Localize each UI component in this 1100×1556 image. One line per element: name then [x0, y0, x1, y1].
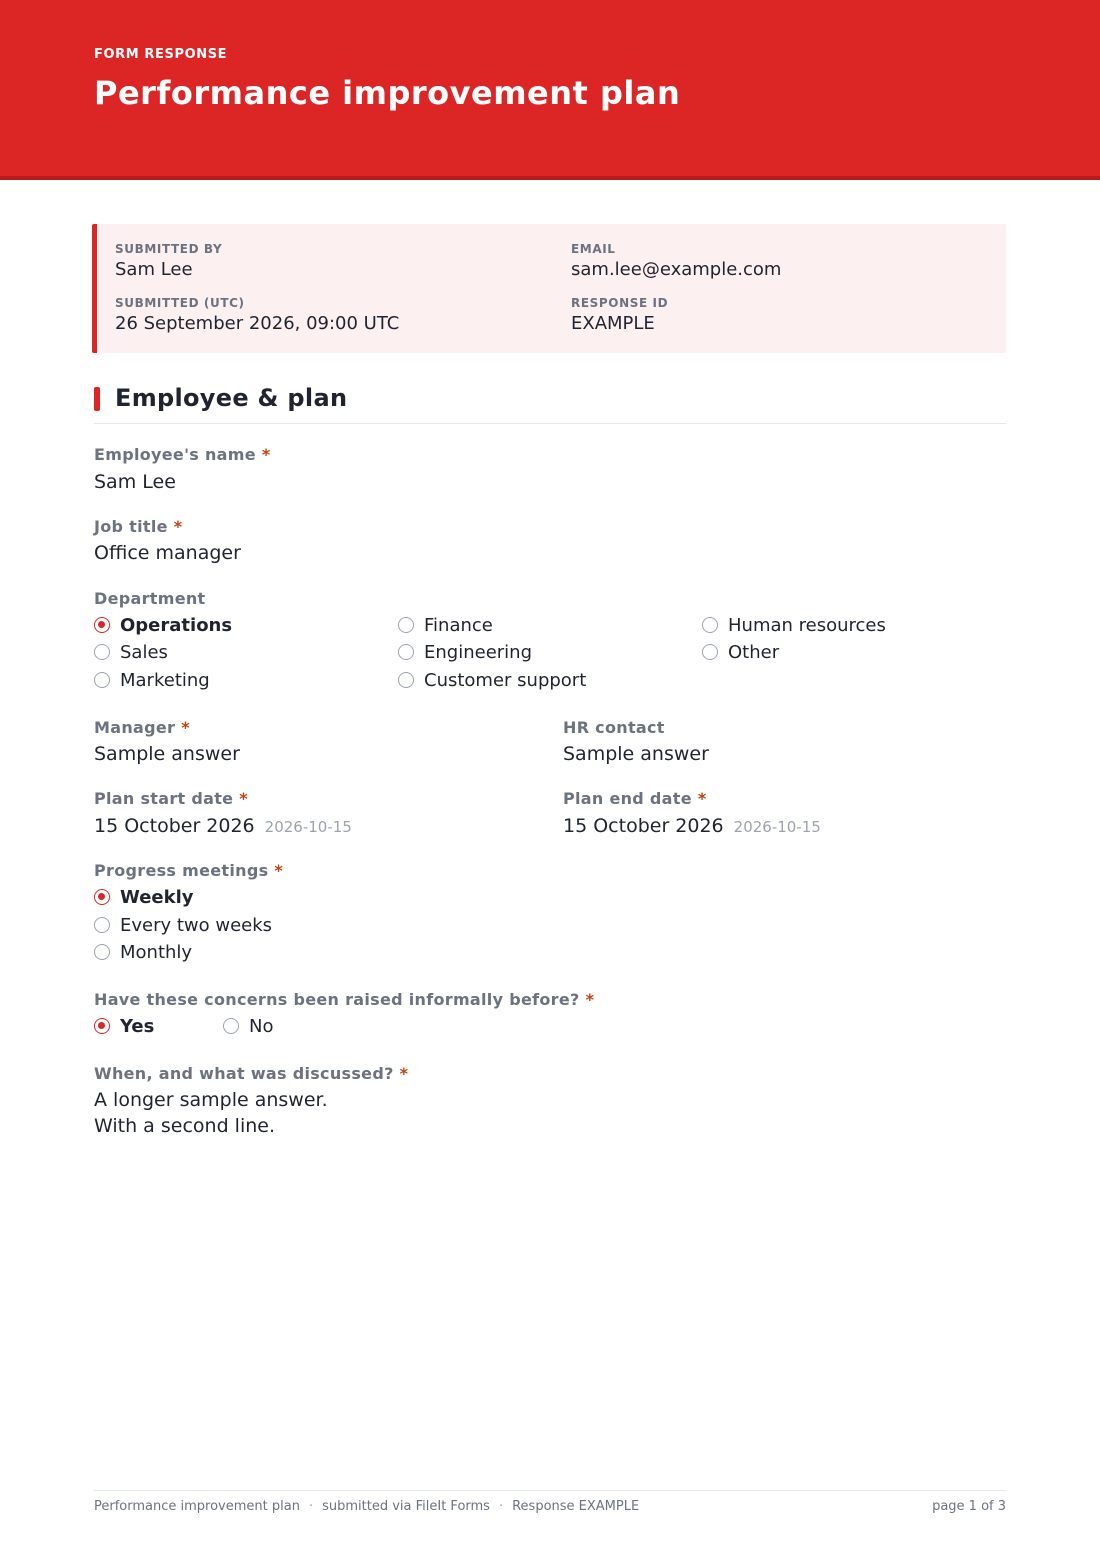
- option-label: Engineering: [424, 641, 532, 663]
- department-option-human-resources[interactable]: [702, 614, 886, 636]
- progress-meetings-label: [94, 861, 283, 880]
- progress-option-every-two-weeks[interactable]: [94, 914, 272, 936]
- raised-before-label: [94, 990, 594, 1009]
- submitted-utc-label: SUBMITTED (UTC): [115, 296, 245, 310]
- radio-unselected-icon: [94, 944, 110, 960]
- page-footer: [94, 1490, 1006, 1520]
- required-marker: *: [274, 861, 284, 880]
- hr-contact-value: Sample answer: [563, 743, 709, 765]
- submitted-by: [115, 242, 222, 280]
- submitted-utc-value: 26 September 2026, 09:00 UTC: [115, 313, 400, 334]
- manager-label: [94, 718, 190, 737]
- plan-start-iso: 2026-10-15: [264, 818, 352, 836]
- response-id-value: EXAMPLE: [571, 313, 655, 334]
- email: [571, 242, 781, 280]
- plan-start-date: 15 October 2026: [94, 815, 255, 837]
- plan-end-label: [563, 789, 707, 808]
- employee-name-value: Sam Lee: [94, 471, 176, 493]
- radio-selected-icon: [94, 1018, 110, 1034]
- footer-separator: ·: [308, 1499, 314, 1514]
- plan-end-value: [563, 815, 821, 837]
- discussed-label: [94, 1064, 408, 1083]
- discussed-line-1: A longer sample answer.: [94, 1089, 328, 1111]
- progress-option-monthly[interactable]: [94, 941, 192, 963]
- option-label: Yes: [120, 1015, 155, 1037]
- department-option-customer-support[interactable]: [398, 669, 586, 691]
- discussed-value: [94, 1087, 328, 1139]
- radio-selected-icon: [94, 617, 110, 633]
- option-label: Marketing: [120, 669, 210, 691]
- form-kicker: FORM RESPONSE: [94, 47, 228, 62]
- submitted-by-label: SUBMITTED BY: [115, 242, 223, 256]
- option-label: Every two weeks: [120, 914, 273, 936]
- email-value: sam.lee@example.com: [571, 259, 782, 280]
- department-option-operations[interactable]: [94, 614, 232, 636]
- plan-start-value: [94, 815, 352, 837]
- employee-name-label-text: Employee's name: [94, 445, 256, 464]
- radio-unselected-icon: [94, 672, 110, 688]
- required-marker: *: [239, 789, 248, 808]
- radio-selected-icon: [94, 889, 110, 905]
- job-title-value: Office manager: [94, 542, 241, 564]
- section-accent-bar: [94, 387, 100, 411]
- footer-response: Response EXAMPLE: [512, 1499, 640, 1514]
- option-label: Sales: [120, 641, 168, 663]
- radio-unselected-icon: [94, 917, 110, 933]
- section-title: Employee & plan: [115, 384, 348, 412]
- option-label: No: [249, 1015, 274, 1037]
- form-header: [0, 0, 1100, 180]
- manager-label-text: Manager: [94, 718, 176, 737]
- plan-end-date: 15 October 2026: [563, 815, 724, 837]
- required-marker: *: [173, 517, 183, 536]
- raised-before-label-text: Have these concerns been raised informally before?: [94, 990, 580, 1009]
- radio-unselected-icon: [398, 617, 414, 633]
- footer-via: submitted via FileIt Forms: [322, 1499, 490, 1514]
- radio-unselected-icon: [223, 1018, 239, 1034]
- radio-unselected-icon: [94, 644, 110, 660]
- discussed-label-text: When, and what was discussed?: [94, 1064, 394, 1083]
- radio-unselected-icon: [702, 617, 718, 633]
- department-option-sales[interactable]: [94, 641, 168, 663]
- required-marker: *: [261, 445, 271, 464]
- option-label: Monthly: [120, 941, 193, 963]
- department-option-other[interactable]: [702, 641, 779, 663]
- response-id: [571, 296, 668, 334]
- footer-separator: ·: [498, 1499, 504, 1514]
- option-label: Finance: [424, 614, 493, 636]
- option-label: Customer support: [424, 669, 587, 691]
- job-title-label-text: Job title: [94, 517, 168, 536]
- plan-start-label-text: Plan start date: [94, 789, 234, 808]
- radio-unselected-icon: [702, 644, 718, 660]
- progress-meetings-label-text: Progress meetings: [94, 861, 269, 880]
- required-marker: *: [399, 1064, 409, 1083]
- submission-meta: [92, 224, 1006, 353]
- required-marker: *: [181, 718, 190, 737]
- progress-option-weekly[interactable]: [94, 886, 194, 908]
- department-option-engineering[interactable]: [398, 641, 532, 663]
- hr-contact-label: HR contact: [563, 718, 665, 737]
- raised-before-option-no[interactable]: [223, 1015, 273, 1037]
- form-title: Performance improvement plan: [94, 74, 681, 112]
- department-option-finance[interactable]: [398, 614, 493, 636]
- option-label: Operations: [120, 614, 233, 636]
- discussed-line-2: With a second line.: [94, 1115, 275, 1137]
- required-marker: *: [697, 789, 707, 808]
- job-title-label: [94, 517, 182, 536]
- page-number: page 1 of 3: [932, 1499, 1006, 1514]
- plan-start-label: [94, 789, 248, 808]
- submitted-by-value: Sam Lee: [115, 259, 193, 280]
- employee-name-label: [94, 445, 271, 464]
- option-label: Other: [728, 641, 780, 663]
- radio-unselected-icon: [398, 672, 414, 688]
- department-option-marketing[interactable]: [94, 669, 210, 691]
- footer-info: [94, 1499, 639, 1514]
- plan-end-iso: 2026-10-15: [733, 818, 821, 836]
- option-label: Human resources: [728, 614, 886, 636]
- option-label: Weekly: [120, 886, 194, 908]
- response-id-label: RESPONSE ID: [571, 296, 669, 310]
- section-heading: [94, 383, 1006, 424]
- plan-end-label-text: Plan end date: [563, 789, 692, 808]
- radio-unselected-icon: [398, 644, 414, 660]
- department-label: Department: [94, 589, 206, 608]
- submitted-utc: [115, 296, 399, 334]
- footer-doc-name: Performance improvement plan: [94, 1499, 300, 1514]
- manager-value: Sample answer: [94, 743, 240, 765]
- email-label: EMAIL: [571, 242, 616, 256]
- required-marker: *: [585, 990, 595, 1009]
- raised-before-option-yes[interactable]: [94, 1015, 154, 1037]
